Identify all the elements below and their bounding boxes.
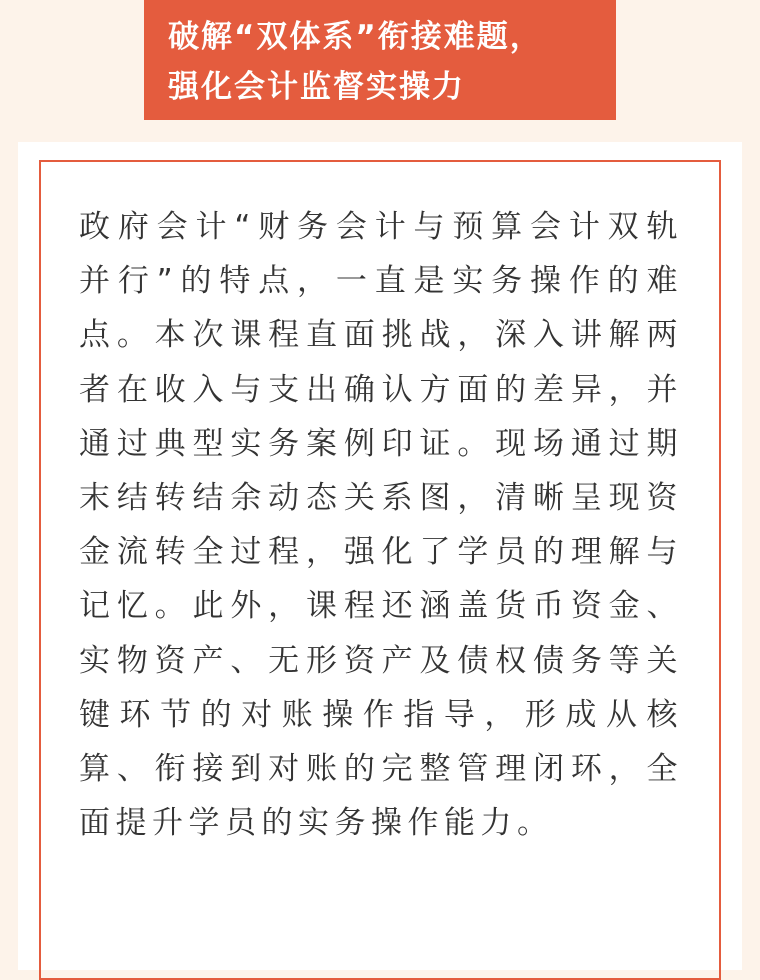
section-title-banner xyxy=(144,0,616,120)
section-title-line-2: 强化会计监督实操力 xyxy=(168,69,465,105)
section-title-line-1: 破解“双体系”衔接难题， xyxy=(168,19,543,55)
article-paragraph: 政府会计“财务会计与预算会计双轨并行”的特点，一直是实务操作的难点。本次课程直面挑战，深入讲解两者在收入与支出确认方面的差异，并通过典型实务案例印证。现场通过期末结转结余动态关系图，清晰呈现资金流转全过程，强化了学员的理解与记忆。此外，课程还涵盖货币资金、实物资产、无形资产及债权债务等关键环节的对账操作指导，形成从核算、衔接到对账的完整管理闭环，全面提升学员的实务操作能力。 xyxy=(79,209,683,842)
